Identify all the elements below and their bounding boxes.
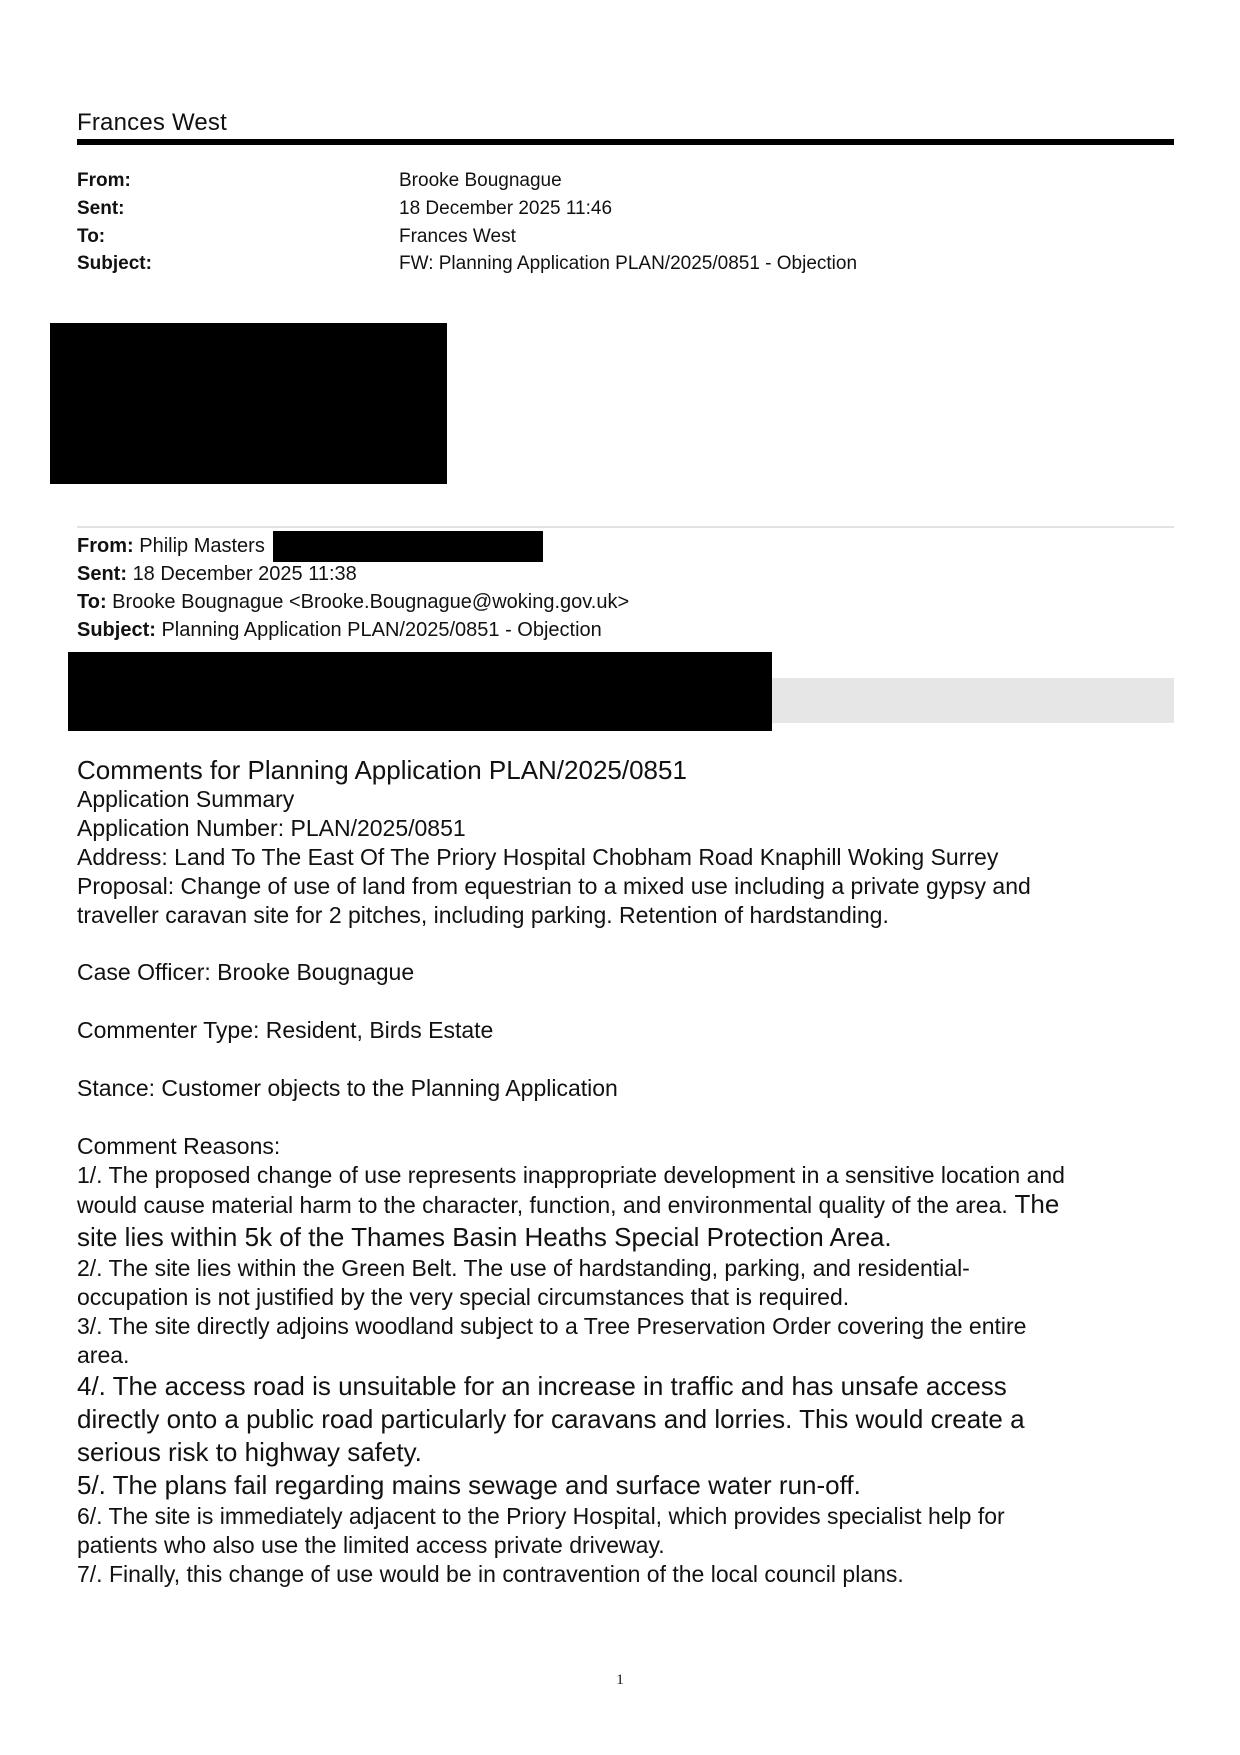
header-subject-label: Subject: [77,253,152,274]
header-divider [77,139,1174,145]
forwarded-subject-row [77,619,602,647]
case-officer: Case Officer: Brooke Bougnague [77,959,415,985]
reasons-heading: Comment Reasons: [77,1133,281,1159]
reason-4-line-2: directly onto a public road particularly for caravans and lorries. This would create a [77,1404,1025,1434]
reason-1-line-3: site lies within 5k of the Thames Basin Heaths Special Protection Area. [77,1222,892,1252]
forwarded-sent-label: Sent: [77,563,127,585]
forwarded-to-value: Brooke Bougnague <Brooke.Bougnague@woking.gov.uk> [112,591,630,613]
forwarded-to-label: To: [77,591,107,613]
proposal-line-1: Proposal: Change of use of land from equestrian to a mixed use including a private gypsy and [77,873,1031,899]
forwarded-subject-label: Subject: [77,619,156,641]
forwarded-from-row [77,535,265,563]
header-subject-value: FW: Planning Application PLAN/2025/0851 - Objection [399,253,858,274]
reason-1-line-2 [77,1190,1187,1220]
reason-1-line-2a: would cause material harm to the character, function, and environmental quality of the area. [77,1192,1008,1218]
stance: Stance: Customer objects to the Planning Application [77,1075,618,1101]
summary-heading: Application Summary [77,786,295,812]
reason-3-line-1: 3/. The site directly adjoins woodland subject to a Tree Preservation Order covering the entire [77,1313,1027,1339]
forwarded-from-label: From: [77,535,134,557]
reason-1-line-2b: The [1007,1189,1060,1219]
application-number: Application Number: PLAN/2025/0851 [77,815,466,841]
header-to-row [77,226,1177,254]
reason-2-line-1: 2/. The site lies within the Green Belt. The use of hardstanding, parking, and residential- [77,1255,970,1281]
header-sent-value: 18 December 2025 11:46 [399,198,613,219]
header-to-value: Frances West [399,226,516,247]
forwarded-to-row [77,591,629,619]
forwarded-sent-row [77,563,357,591]
header-from-label: From: [77,170,131,191]
header-sent-row [77,198,1177,226]
proposal-line-2: traveller caravan site for 2 pitches, including parking. Retention of hardstanding. [77,902,889,928]
header-to-label: To: [77,226,106,247]
reason-3-line-2: area. [77,1342,130,1368]
page-number: 1 [616,1672,624,1688]
comments-title: Comments for Planning Application PLAN/2025/0851 [77,755,687,785]
document-owner-name: Frances West [77,109,227,136]
forwarded-from-value: Philip Masters [139,535,265,557]
reason-2-line-2: occupation is not justified by the very special circumstances that is required. [77,1284,850,1310]
header-sent-label: Sent: [77,198,125,219]
reason-4-line-3: serious risk to highway safety. [77,1437,422,1467]
reason-6-line-2: patients who also use the limited access private driveway. [77,1532,665,1558]
header-subject-row [77,253,1177,281]
application-address: Address: Land To The East Of The Priory Hospital Chobham Road Knaphill Woking Surrey [77,844,999,870]
application-summary-block [77,785,1187,930]
reason-1-line-1: 1/. The proposed change of use represents inappropriate development in a sensitive location and [77,1162,1065,1188]
forwarded-sent-value: 18 December 2025 11:38 [132,563,357,585]
reason-7-line-1: 7/. Finally, this change of use would be in contravention of the local council plans. [77,1561,904,1587]
header-from-row [77,170,1177,198]
forwarded-subject-value: Planning Application PLAN/2025/0851 - Objection [161,619,602,641]
commenter-type: Commenter Type: Resident, Birds Estate [77,1017,494,1043]
redaction-block-signature [50,323,447,484]
reason-4-line-1: 4/. The access road is unsuitable for an increase in traffic and has unsafe access [77,1371,1007,1401]
comment-reasons-block [77,1132,1187,1589]
forwarded-divider [77,526,1174,528]
redaction-block-banner [68,652,772,731]
reason-5-line-1: 5/. The plans fail regarding mains sewage and surface water run-off. [77,1470,861,1500]
reason-6-line-1: 6/. The site is immediately adjacent to the Priory Hospital, which provides specialist help for [77,1503,1005,1529]
header-from-value: Brooke Bougnague [399,170,562,191]
redaction-block-email [273,531,543,562]
